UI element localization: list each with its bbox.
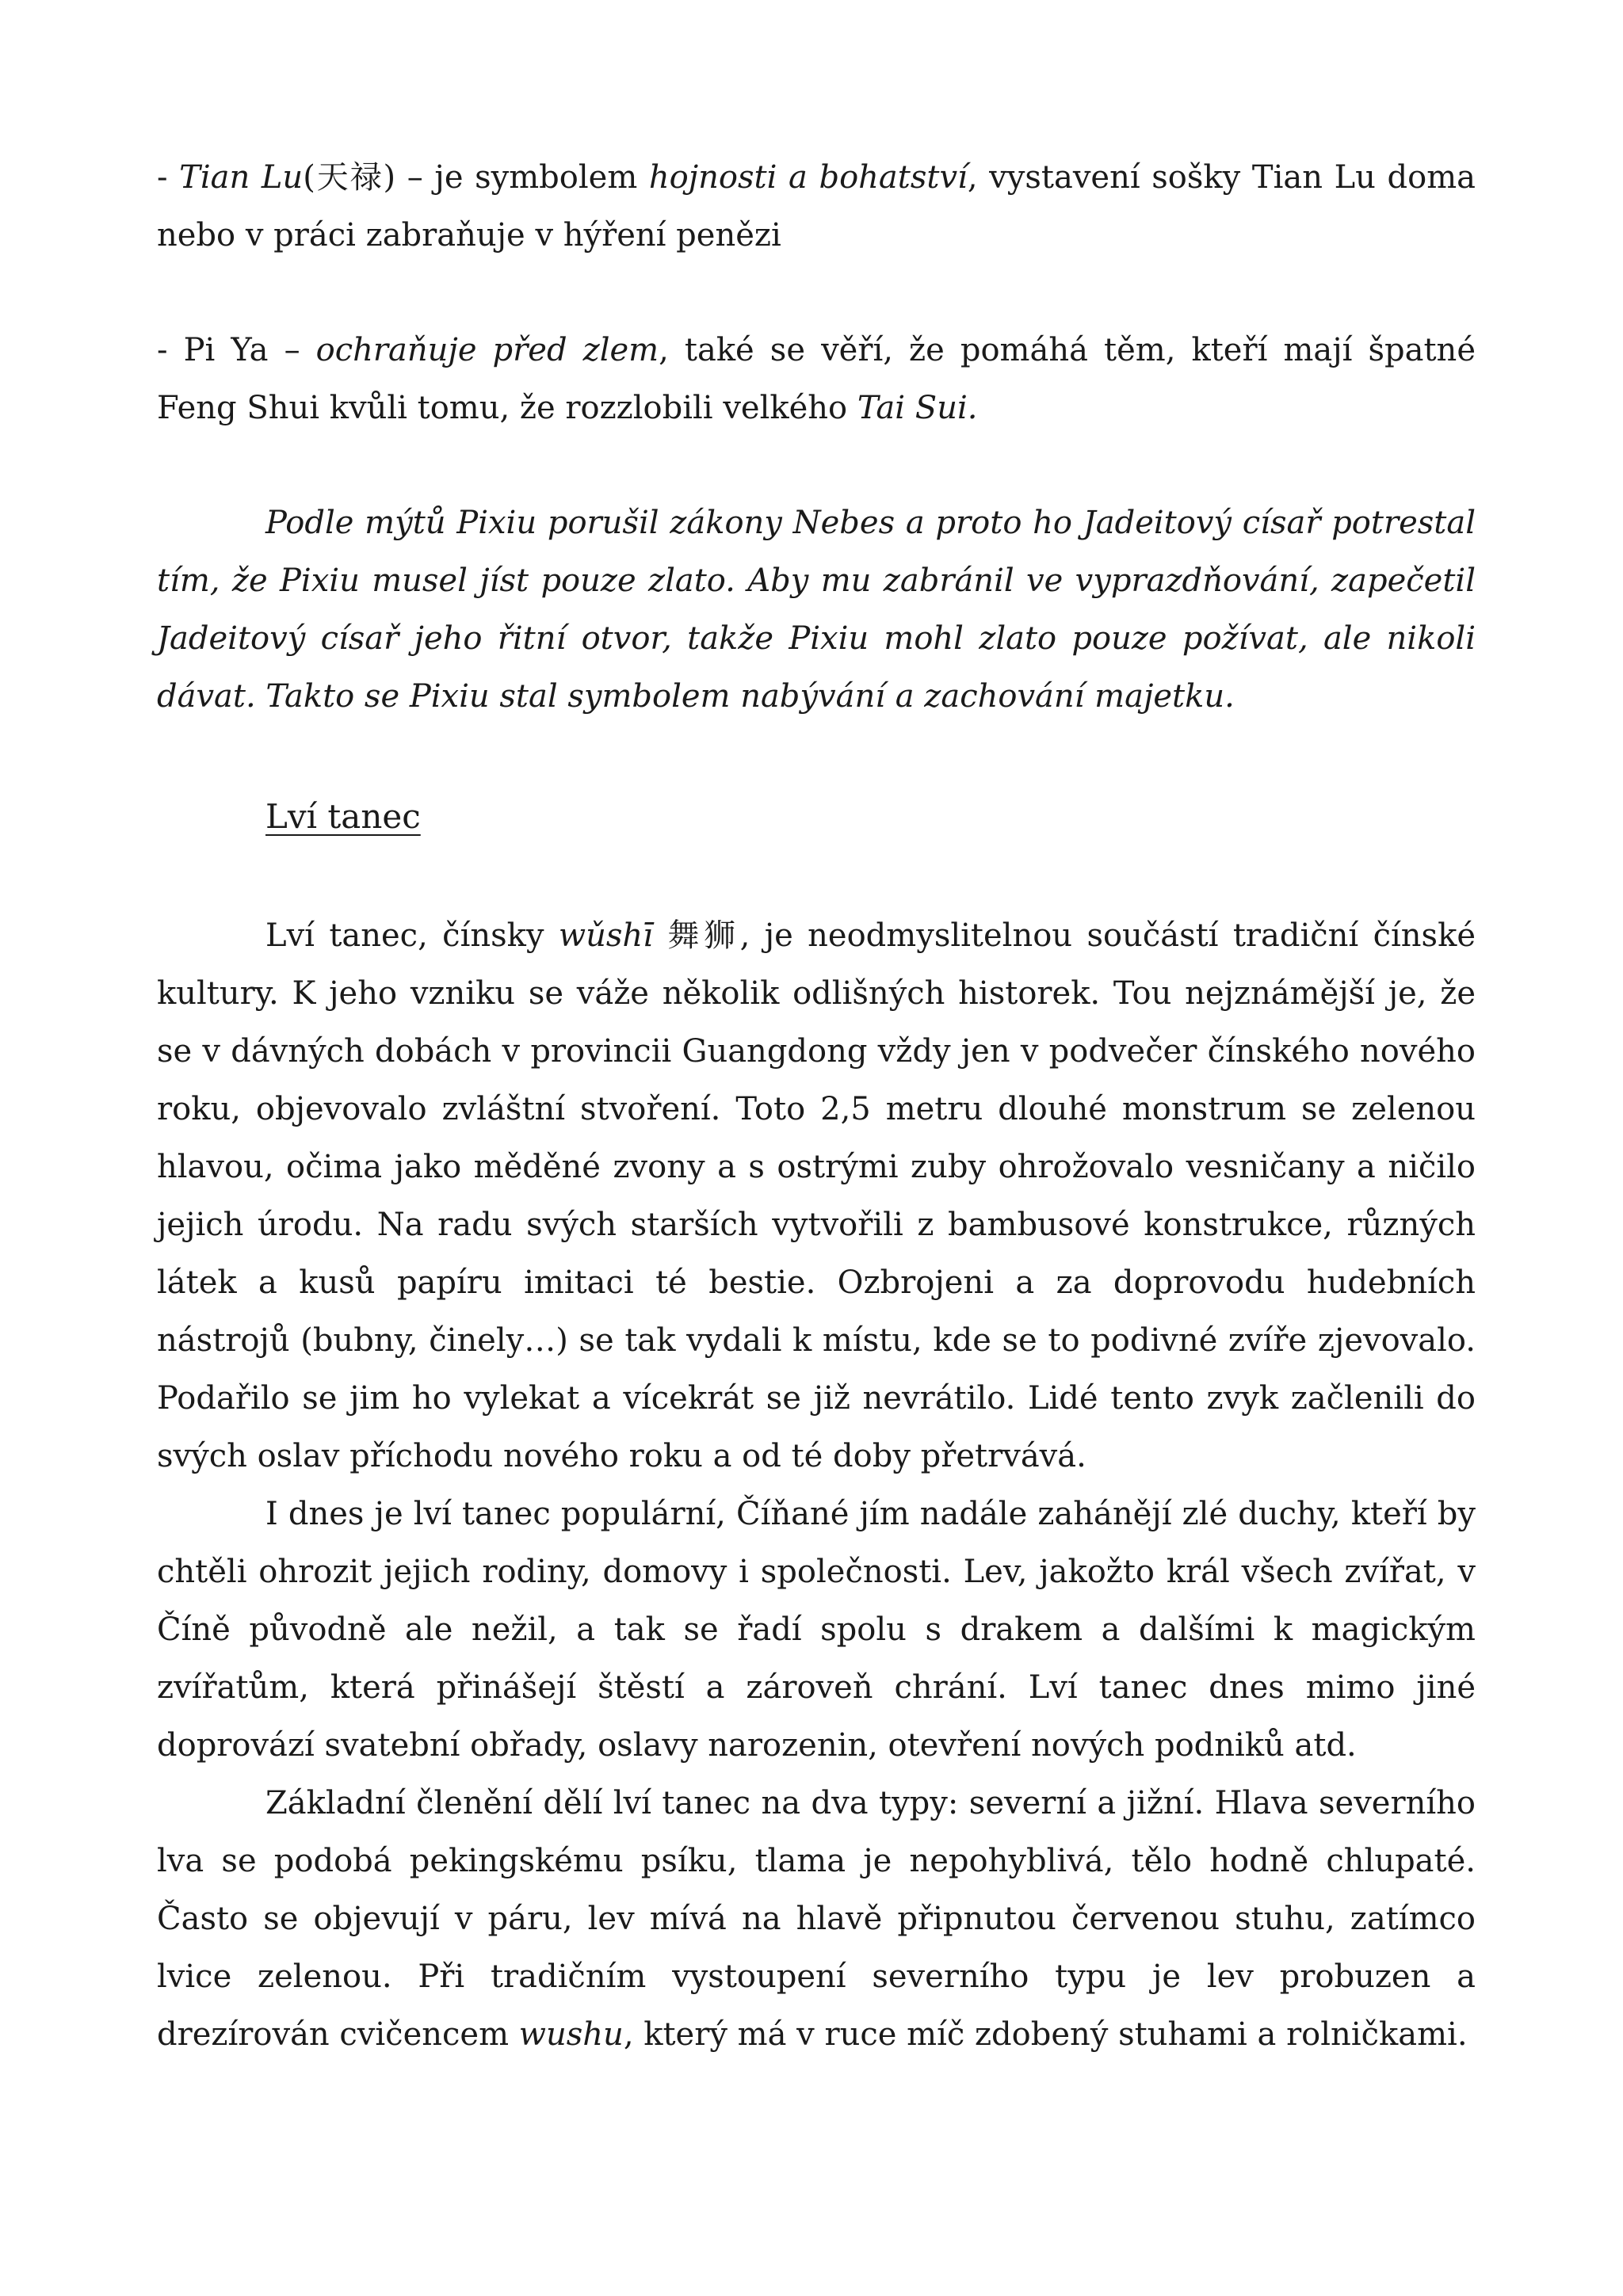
spacer — [157, 265, 1476, 322]
section-paragraph-3 — [157, 1775, 1476, 2064]
item-emphasis: ochraňuje před zlem — [315, 332, 659, 368]
item-tian-lu — [157, 149, 1476, 265]
paragraph-text: 舞狮, je neodmyslitelnou součástí tradiční čínské kultury. K jeho vzniku se váže několik odlišných historek. Tou nejznámější je, že se v dávných dobách v provincii Guangdong vždy jen v podvečer čínského nového roku, objevovalo zvláštní stvoření. Toto 2,5 metru dlouhé monstrum se zelenou hlavou, očima jako měděné zvony a s ostrými zuby ohrožovalo vesničany a ničilo jejich úrodu. Na radu svých starších vytvořili z bambusové konstrukce, různých látek a kusů papíru imitaci té bestie. Ozbrojeni a za doprovodu hudebních nástrojů (bubny, činely…) se tak vydali k místu, kde se to podivné zvíře zjevovalo. Podařilo se jim ho vylekat a vícekrát se již nevrátilo. Lidé tento zvyk začlenili do svých oslav příchodu nového roku a od té doby přetrvává. — [157, 917, 1476, 1474]
item-name: Tian Lu — [179, 159, 304, 196]
myth-paragraph: Podle mýtů Pixiu porušil zákony Nebes a proto ho Jadeitový císař potrestal tím, že Pixiu musel jíst pouze zlato. Aby mu zabránil ve vyprazdňování, zapečetil Jadeitový císař jeho řitní otvor, takže Pixiu mohl zlato pouze požívat, ale nikoli dávat. Takto se Pixiu stal symbolem nabývání a zachování majetku. — [157, 505, 1476, 715]
section-paragraph-2: I dnes je lví tanec populární, Číňané jím nadále zahánějí zlé duchy, kteří by chtěli ohrozit jejich rodiny, domovy i společnosti. Lev, jakožto král všech zvířat, v Číně původně ale nežil, a tak se řadí spolu s drakem a dalšími k magickým zvířatům, která přinášejí štěstí a zároveň chrání. Lví tanec dnes mimo jiné doprovází svatební obřady, oslavy narozenin, otevření nových podniků atd. — [157, 1496, 1476, 1764]
section-heading — [157, 788, 1476, 845]
spacer — [157, 437, 1476, 494]
item-text: - Pi Ya – — [157, 332, 316, 368]
paragraph-text: , který má v ruce míč zdobený stuhami a rolničkami. — [623, 2016, 1468, 2053]
item-emphasis: hojnosti a bohatství — [648, 159, 968, 196]
item-text: , vystavení sošky Tian Lu doma nebo v práci zabraňuje v hýření penězi — [157, 159, 1476, 254]
section-paragraph-1 — [157, 907, 1476, 1486]
item-dash: - — [157, 159, 180, 196]
paragraph-term: wǔshī — [558, 917, 653, 954]
section-heading-text: Lví tanec — [265, 797, 421, 836]
spacer — [157, 726, 1476, 788]
item-hanzi: (天禄) — [303, 159, 396, 196]
item-text: , také se věří, že pomáhá těm, kteří mají špatné Feng Shui kvůli tomu, že rozzlobili velkého — [157, 332, 1476, 426]
item-name: Tai Sui. — [857, 390, 978, 426]
paragraph-term: wushu — [518, 2016, 624, 2053]
item-pi-ya — [157, 322, 1476, 437]
paragraph-text: Lví tanec, čínsky — [265, 917, 559, 954]
spacer — [157, 845, 1476, 907]
item-text: – je symbolem — [395, 159, 649, 196]
document-page — [157, 149, 1476, 2064]
paragraph-text: Základní členění dělí lví tanec na dva typy: severní a jižní. Hlava severního lva se podobá pekingskému psíku, tlama je nepohyblivá, tělo hodně chlupaté. Často se objevují v páru, lev mívá na hlavě připnutou červenou stuhu, zatímco lvice zelenou. Při tradičním vystoupení severního typu je lev probuzen a drezírován cvičencem — [157, 1785, 1476, 2053]
